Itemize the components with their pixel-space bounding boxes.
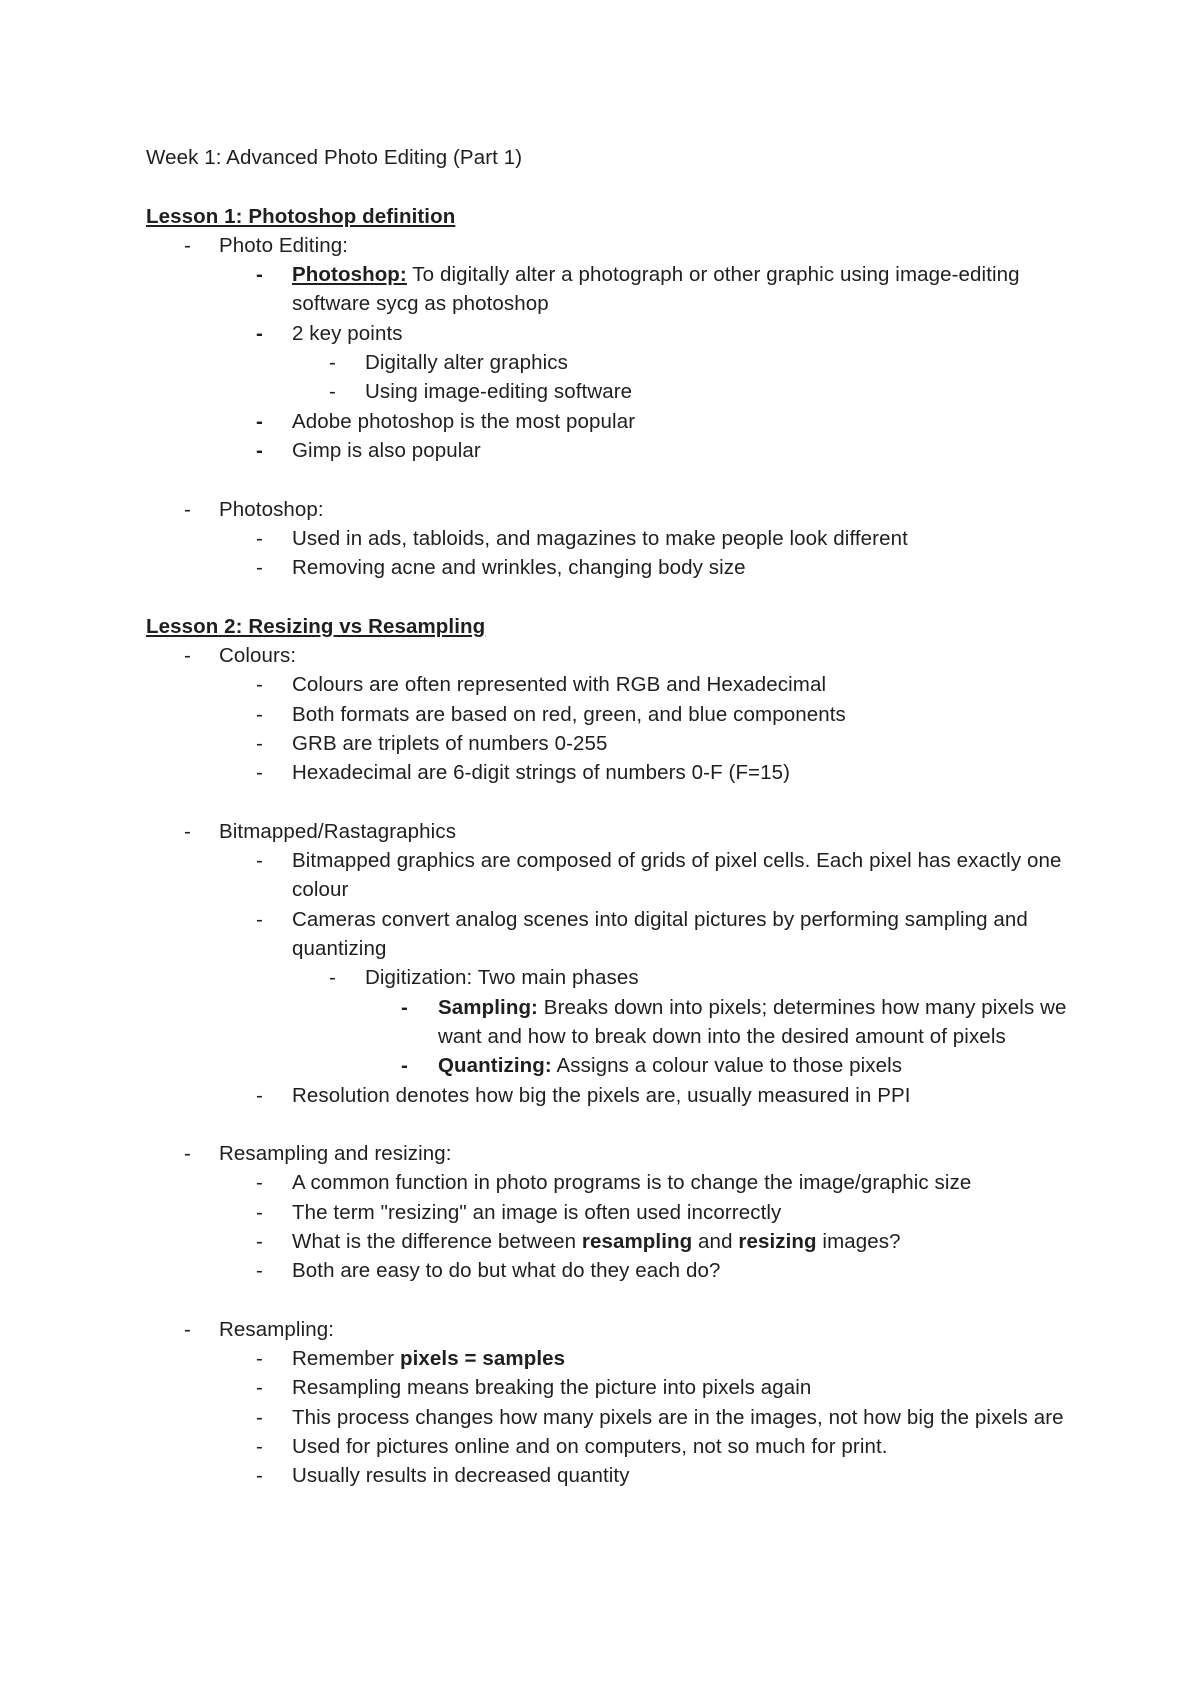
list-item: - A common function in photo programs is to change the image/graphic size <box>146 1168 1076 1197</box>
list-item-resampling: - Resampling: <box>146 1315 1076 1344</box>
bullet-dash: - <box>256 702 263 726</box>
list-item-key-point-1: - Digitally alter graphics <box>146 348 1076 377</box>
list-item-key-points: - 2 key points <box>146 319 1076 348</box>
list-item: - Both are easy to do but what do they each do? <box>146 1256 1076 1285</box>
list-item-photoshop: - Photoshop: <box>146 495 1076 524</box>
bullet-dash: - <box>256 321 263 345</box>
spacer <box>146 1110 1076 1139</box>
bullet-dash: - <box>256 1347 263 1371</box>
bullet-dash: - <box>256 526 263 550</box>
list-item-adobe: - Adobe photoshop is the most popular <box>146 407 1076 436</box>
list-item: - Cameras convert analog scenes into digital pictures by performing sampling and quantizing <box>146 905 1076 964</box>
list-item-colours: - Colours: <box>146 641 1076 670</box>
document-body <box>146 143 1076 1491</box>
list-item: - Resolution denotes how big the pixels are, usually measured in PPI <box>146 1081 1076 1110</box>
list-item: - The term "resizing" an image is often used incorrectly <box>146 1198 1076 1227</box>
bullet-dash: - <box>256 907 263 931</box>
list-item-resampling-and-resizing: - Resampling and resizing: <box>146 1139 1076 1168</box>
list-item: - What is the difference between resampling and resizing images? <box>146 1227 1076 1256</box>
list-item: - Both formats are based on red, green, and blue components <box>146 700 1076 729</box>
list-item: - Usually results in decreased quantity <box>146 1461 1076 1490</box>
bullet-dash: - <box>401 1054 408 1078</box>
term-photoshop: Photoshop: <box>292 263 407 287</box>
list-item: - This process changes how many pixels are in the images, not how big the pixels are <box>146 1403 1076 1432</box>
page-title: Week 1: Advanced Photo Editing (Part 1) <box>146 146 523 169</box>
bullet-dash: - <box>184 497 191 521</box>
list-item: - Hexadecimal are 6-digit strings of numbers 0-F (F=15) <box>146 758 1076 787</box>
term-resizing: resizing <box>738 1229 817 1253</box>
bullet-dash: - <box>329 380 336 404</box>
bullet-dash: - <box>184 233 191 257</box>
bullet-dash: - <box>329 966 336 990</box>
spacer <box>146 1286 1076 1315</box>
list-item: - Bitmapped graphics are composed of grids of pixel cells. Each pixel has exactly one colour <box>146 846 1076 905</box>
bullet-dash: - <box>256 1464 263 1488</box>
list-item: - Colours are often represented with RGB and Hexadecimal <box>146 670 1076 699</box>
lesson-2-heading: Lesson 2: Resizing vs Resampling <box>146 614 486 638</box>
bullet-dash: - <box>256 1376 263 1400</box>
bullet-dash: - <box>256 1435 263 1459</box>
bullet-dash: - <box>256 409 263 433</box>
bullet-dash: - <box>184 819 191 843</box>
bullet-dash: - <box>256 673 263 697</box>
list-item-gimp: - Gimp is also popular <box>146 436 1076 465</box>
bullet-dash: - <box>329 351 336 375</box>
bullet-dash: - <box>256 1171 263 1195</box>
list-item: - Used for pictures online and on computers, not so much for print. <box>146 1432 1076 1461</box>
lesson-1-heading: Lesson 1: Photoshop definition <box>146 204 456 228</box>
bullet-dash: - <box>256 761 263 785</box>
term-sampling: Sampling: <box>438 995 538 1019</box>
list-item-photo-editing: - Photo Editing: <box>146 231 1076 260</box>
list-item-sampling: - Sampling: Breaks down into pixels; determines how many pixels we want and how to break down into the desired amount of pixels <box>146 993 1076 1052</box>
bullet-dash: - <box>184 644 191 668</box>
list-item-bitmapped: - Bitmapped/Rastagraphics <box>146 817 1076 846</box>
list-item: - Remember pixels = samples <box>146 1344 1076 1373</box>
spacer <box>146 465 1076 494</box>
bullet-dash: - <box>256 1229 263 1253</box>
list-item: - Removing acne and wrinkles, changing body size <box>146 553 1076 582</box>
list-item: - Resampling means breaking the picture into pixels again <box>146 1373 1076 1402</box>
term-quantizing: Quantizing: <box>438 1054 552 1078</box>
list-item-photoshop-definition: - Photoshop: To digitally alter a photograph or other graphic using image-editing software sycg as photoshop <box>146 260 1076 319</box>
bullet-dash: - <box>401 995 408 1019</box>
spacer <box>146 788 1076 817</box>
bullet-dash: - <box>184 1317 191 1341</box>
bullet-dash: - <box>256 1405 263 1429</box>
bullet-dash: - <box>184 1142 191 1166</box>
bullet-dash: - <box>256 1083 263 1107</box>
spacer <box>146 172 1076 201</box>
spacer <box>146 582 1076 611</box>
list-item-quantizing: - Quantizing: Assigns a colour value to those pixels <box>146 1051 1076 1080</box>
list-item-key-point-2: - Using image-editing software <box>146 377 1076 406</box>
list-item: - GRB are triplets of numbers 0-255 <box>146 729 1076 758</box>
bullet-dash: - <box>256 263 263 287</box>
bullet-dash: - <box>256 556 263 580</box>
list-item-digitization: - Digitization: Two main phases <box>146 963 1076 992</box>
bullet-dash: - <box>256 1200 263 1224</box>
term-resampling: resampling <box>581 1229 693 1253</box>
bullet-dash: - <box>256 849 263 873</box>
list-item: - Used in ads, tabloids, and magazines to make people look different <box>146 524 1076 553</box>
term-pixels-samples: pixels = samples <box>400 1347 566 1371</box>
bullet-dash: - <box>256 1259 263 1283</box>
bullet-dash: - <box>256 731 263 755</box>
bullet-dash: - <box>256 438 263 462</box>
